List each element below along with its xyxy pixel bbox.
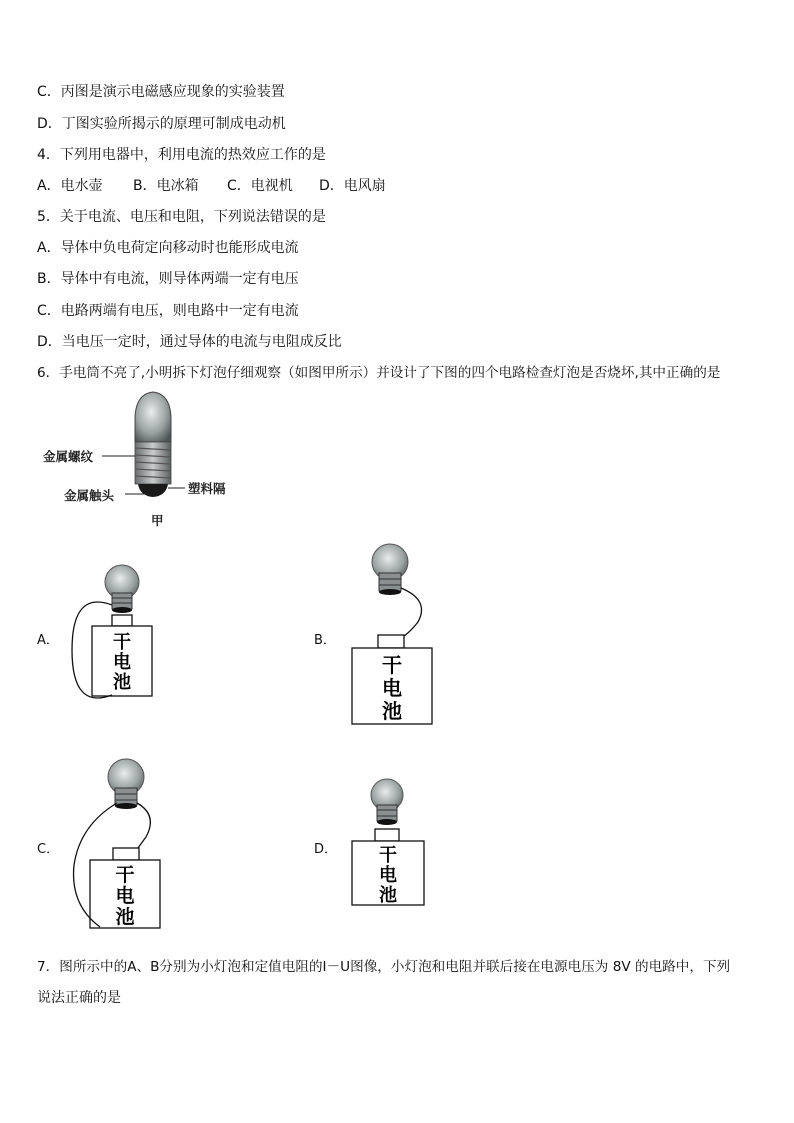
q4-option-c: C．电视机 <box>227 178 293 194</box>
q5-option-b: B．导体中有电流，则导体两端一定有电压 <box>37 271 299 287</box>
circuit-option-c <box>60 755 180 935</box>
svg-text:电: 电 <box>379 865 397 886</box>
q3-option-c: C．丙图是演示电磁感应现象的实验装置 <box>37 84 285 100</box>
svg-text:池: 池 <box>379 885 397 906</box>
option-a-label: A． <box>37 633 59 648</box>
bulb-icon <box>108 759 144 809</box>
circuit-option-b <box>340 540 450 730</box>
svg-text:电: 电 <box>113 652 131 673</box>
circuit-option-d <box>345 775 435 910</box>
option-b-label: B． <box>314 633 336 648</box>
svg-text:干: 干 <box>379 845 397 866</box>
svg-text:干: 干 <box>115 864 135 886</box>
circuit-option-a <box>60 560 170 710</box>
q4-stem: 4．下列用电器中，利用电流的热效应工作的是 <box>37 147 326 163</box>
q5-stem: 5．关于电流、电压和电阻，下列说法错误的是 <box>37 209 326 225</box>
q7-stem-line2: 说法正确的是 <box>37 990 121 1006</box>
bulb-icon <box>371 779 403 825</box>
svg-text:池: 池 <box>113 672 131 693</box>
q4-option-d: D．电风扇 <box>319 178 386 194</box>
wire <box>401 588 422 636</box>
q5-option-d: D．当电压一定时，通过导体的电流与电阻成反比 <box>37 334 342 350</box>
q4-option-a: A．电水壶 <box>37 178 103 194</box>
battery-terminal <box>112 615 132 626</box>
q4-option-b: B．电冰箱 <box>133 178 199 194</box>
q3-option-d: D．丁图实验所揭示的原理可制成电动机 <box>37 116 286 132</box>
label-metal-contact: 金属触头 <box>64 488 115 503</box>
bulb-icon <box>372 544 408 595</box>
battery-terminal <box>378 635 404 648</box>
svg-text:池: 池 <box>115 906 135 928</box>
label-metal-thread: 金属螺纹 <box>43 449 94 464</box>
battery-terminal <box>375 829 399 841</box>
q5-option-a: A．导体中负电荷定向移动时也能形成电流 <box>37 240 299 256</box>
label-plastic: 塑料隔 <box>188 481 226 496</box>
bulb-icon <box>105 565 139 613</box>
svg-text:干: 干 <box>113 632 131 653</box>
option-c-label: C． <box>37 842 60 857</box>
svg-text:电: 电 <box>382 676 402 700</box>
wire-top <box>137 803 150 848</box>
caption-jia: 甲 <box>151 513 164 528</box>
battery-terminal <box>113 848 139 860</box>
q6-stem: 6．手电筒不亮了,小明拆下灯泡仔细观察（如图甲所示）并设计了下图的四个电路检查灯泡是否烧坏,其中正确的是 <box>37 365 721 381</box>
bulb-figure-jia <box>40 390 260 530</box>
svg-text:干: 干 <box>382 653 402 677</box>
q5-option-c: C．电路两端有电压，则电路中一定有电流 <box>37 303 299 319</box>
svg-text:池: 池 <box>382 699 402 723</box>
q4-options <box>37 177 386 195</box>
svg-text:电: 电 <box>115 885 135 907</box>
option-d-label: D． <box>314 842 338 857</box>
q7-stem-line1: 7．图所示中的A、B分别为小灯泡和定值电阻的I－U图像，小灯泡和电阻并联后接在电源电压为 8V 的电路中，下列 <box>37 959 731 975</box>
